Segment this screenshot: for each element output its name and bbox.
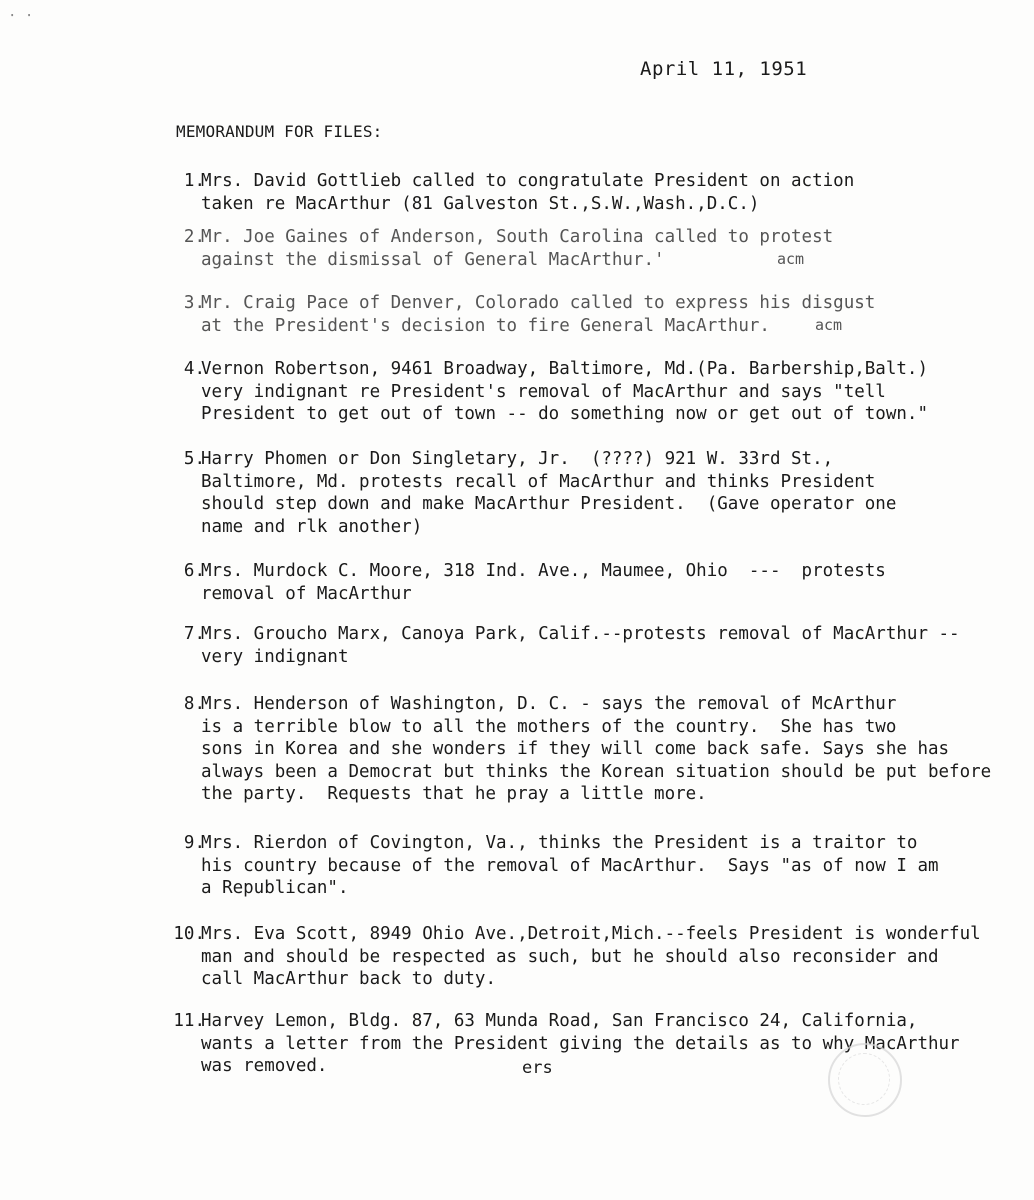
entry-line: name and rlk another)	[201, 516, 423, 537]
memo-heading: MEMORANDUM FOR FILES:	[176, 122, 383, 141]
entry-line: wants a letter from the President giving the details as to why MacArthur	[201, 1033, 960, 1054]
entry-number: 7.	[183, 624, 205, 644]
entry-line: was removed.	[201, 1056, 328, 1076]
entry-line: Mrs. Groucho Marx, Canoya Park, Calif.--protests removal of MacArthur --	[201, 624, 960, 644]
entry-line: his country because of the removal of MacArthur. Says "as of now I am	[201, 855, 939, 876]
entry-number: 3.	[183, 293, 205, 313]
entry-initials: ers	[522, 1058, 553, 1078]
entry-line: Harvey Lemon, Bldg. 87, 63 Munda Road, San Francisco 24, California,	[201, 1011, 918, 1031]
entry-number: 10.	[173, 924, 205, 944]
entry-line: should step down and make MacArthur President. (Gave operator one	[201, 494, 897, 514]
entry-number: 9.	[183, 833, 205, 853]
memo-date: April 11, 1951	[640, 58, 808, 80]
entry-line: Mrs. Rierdon of Covington, Va., thinks the President is a traitor to	[201, 833, 918, 853]
entry-initials: acm	[815, 316, 843, 334]
entry-body	[201, 923, 981, 991]
entry-body	[201, 448, 896, 538]
entry-line: Mrs. Eva Scott, 8949 Ohio Ave.,Detroit,Mich.--feels President is wonderful	[201, 924, 981, 944]
entry-body	[201, 832, 939, 900]
entry-line: Mrs. David Gottlieb called to congratulate President on action	[201, 171, 855, 191]
entry-line: very indignant	[201, 646, 349, 667]
entry-line: Mrs. Murdock C. Moore, 318 Ind. Ave., Maumee, Ohio --- protests	[201, 561, 886, 581]
entry-body	[201, 358, 928, 426]
entry-number: 2.	[183, 227, 205, 247]
entry-line: Baltimore, Md. protests recall of MacArthur and thinks President	[201, 471, 876, 492]
entry-line: the party. Requests that he pray a little more.	[201, 784, 707, 804]
entry-line: at the President's decision to fire General MacArthur.	[201, 315, 770, 336]
entry-line: man and should be respected as such, but he should also reconsider and	[201, 946, 939, 967]
received-stamp	[828, 1043, 902, 1117]
entry-line: Mr. Joe Gaines of Anderson, South Carolina called to protest	[201, 227, 834, 247]
entry-body	[201, 170, 854, 215]
entry-body	[201, 623, 960, 668]
entry-line: very indignant re President's removal of MacArthur and says "tell	[201, 381, 886, 402]
entry-line: taken re MacArthur (81 Galveston St.,S.W.,Wash.,D.C.)	[201, 193, 760, 214]
entry-line: President to get out of town -- do something now or get out of town."	[201, 404, 928, 424]
entry-number: 8.	[183, 694, 205, 714]
entry-number: 4.	[183, 359, 205, 379]
entry-line: call MacArthur back to duty.	[201, 969, 497, 989]
entry-body	[201, 560, 886, 605]
entry-body	[201, 292, 875, 337]
entry-line: always been a Democrat but thinks the Korean situation should be put before	[201, 761, 992, 782]
entry-line: a Republican".	[201, 878, 349, 898]
edge-mark: ⋅ ⋅	[8, 8, 34, 24]
entry-line: sons in Korea and she wonders if they will come back safe. Says she has	[201, 739, 950, 759]
entry-number: 5.	[183, 449, 205, 469]
entry-line: is a terrible blow to all the mothers of the country. She has two	[201, 716, 897, 737]
entry-number: 11.	[173, 1011, 205, 1031]
entry-body	[201, 693, 991, 806]
entry-body	[201, 226, 833, 271]
entry-line: Mr. Craig Pace of Denver, Colorado called to express his disgust	[201, 293, 876, 313]
entry-number: 6.	[183, 561, 205, 581]
entry-line: removal of MacArthur	[201, 583, 412, 604]
entry-number: 1.	[183, 171, 205, 191]
entry-initials: acm	[777, 250, 805, 268]
entry-line: against the dismissal of General MacArthur.'	[201, 249, 665, 270]
entry-line: Vernon Robertson, 9461 Broadway, Baltimore, Md.(Pa. Barbership,Balt.)	[201, 359, 928, 379]
entry-line: Harry Phomen or Don Singletary, Jr. (????) 921 W. 33rd St.,	[201, 449, 834, 469]
entry-line: Mrs. Henderson of Washington, D. C. - says the removal of McArthur	[201, 694, 897, 714]
